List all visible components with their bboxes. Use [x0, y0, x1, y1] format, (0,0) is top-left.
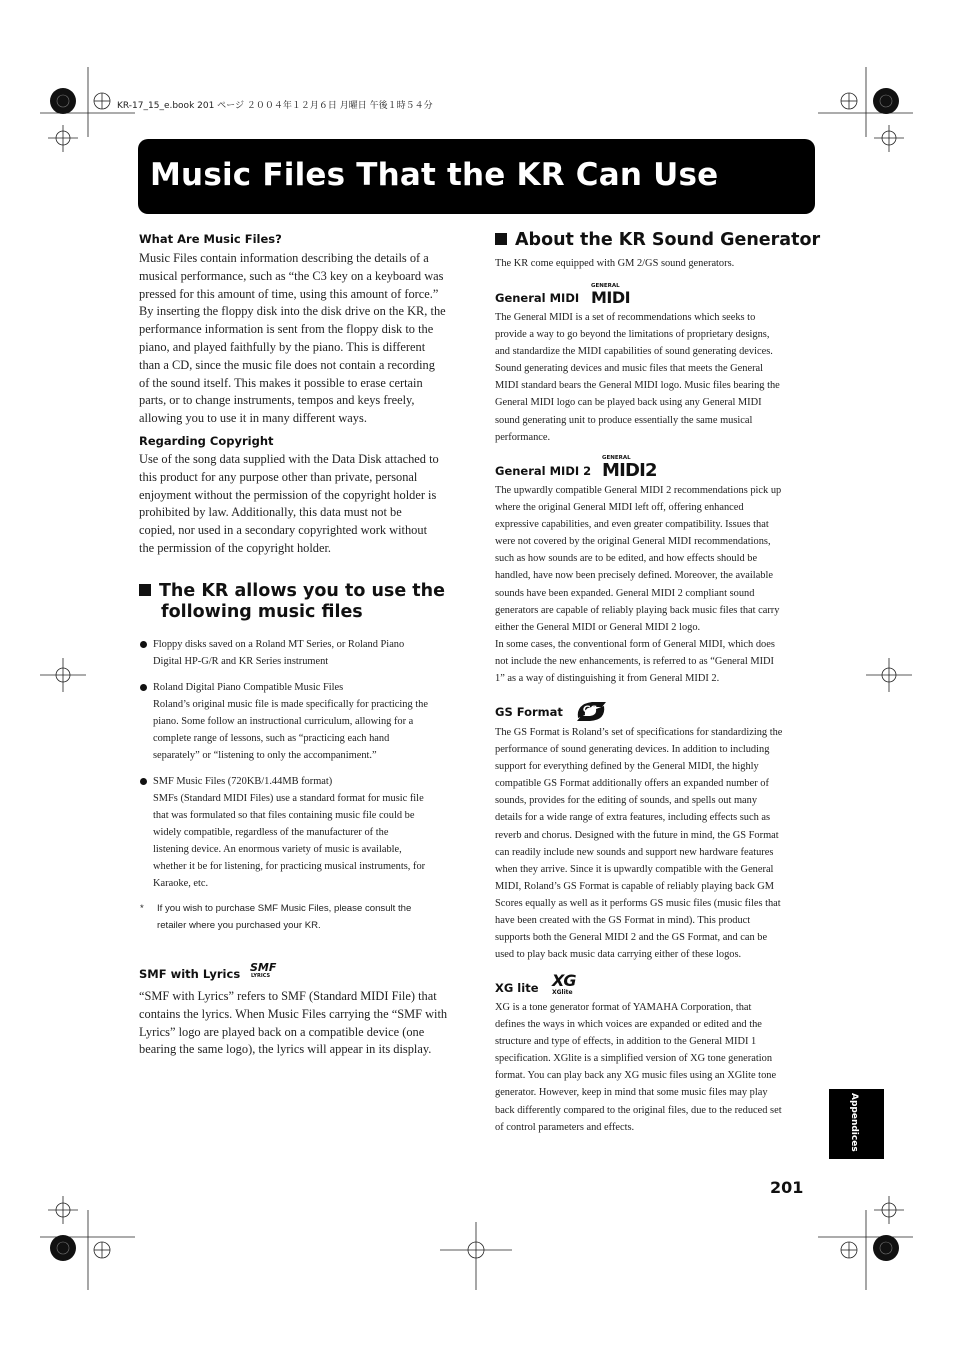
text-line: piano, and played faithfully by the piano. This is different [139, 339, 426, 354]
running-head: KR-17_15_e.book 201 ページ ２００４年１２月６日 月曜日 午後１時５４分 [117, 101, 433, 111]
what-body [139, 250, 469, 428]
text-line: than a CD, since the music file does not contain a recording [139, 357, 435, 372]
gm-logo-main: MIDI [591, 288, 631, 307]
text-line: Karaoke, etc. [153, 878, 209, 889]
text-line: can readily include new sounds and support new hardware features [495, 846, 774, 858]
square-bullet-icon [495, 233, 507, 245]
note-text [157, 900, 467, 934]
text-line: reverb and chorus. Designed with the future in mind, the GS Format [495, 829, 779, 841]
text-line: such as how sounds are to be edited, and how effects should be [495, 553, 758, 565]
xg-logo-sub: XGlite [552, 989, 573, 996]
text-line: pressed for this amount of time, using this amount of force.” [139, 286, 439, 301]
title-bar [138, 139, 815, 214]
text-line: of control parameters and effects. [495, 1121, 635, 1133]
text-line: If you wish to purchase SMF Music Files, please consult the [157, 903, 412, 914]
general-midi-logo [591, 283, 631, 307]
text-line: and standardize the MIDI capabilities of sound generating devices. [495, 346, 773, 358]
text-line: separately” or “listening to only the accompaniment.” [153, 750, 377, 761]
text-line: generator. However, keep in mind that some music files may play [495, 1087, 768, 1099]
text-line: the permission of the copyright holder. [139, 540, 332, 555]
square-bullet-icon [139, 584, 151, 596]
text-line: MIDI, Roland’s GS Format is capable of reliably playing back GM [495, 880, 775, 892]
section-title-line: The KR allows you to use the [159, 581, 445, 601]
text-line: The upwardly compatible General MIDI 2 recommendations pick up [495, 485, 782, 496]
gs-format-logo [574, 698, 608, 724]
text-line: MIDI standard bears the General MIDI logo. Music files bearing the [495, 380, 780, 392]
smf-body [139, 988, 469, 1059]
note-mark: * [140, 903, 144, 914]
page-title: Music Files That the KR Can Use [150, 157, 719, 193]
text-line: performance. [495, 431, 551, 443]
text-line: sounds have been expanded. General MIDI 2 compliant sound [495, 587, 755, 599]
smf-logo-text: SMF [250, 961, 277, 974]
text-line: Floppy disks saved on a Roland MT Series, or Roland Piano [153, 639, 405, 650]
text-line: performance information is sent from the floppy disk to the [139, 322, 434, 337]
intro-text: The KR come equipped with GM 2/GS sound generators. [495, 258, 735, 269]
text-line: Digital HP-G/R and KR Series instrument [153, 656, 329, 667]
gm2-body [495, 482, 820, 687]
smf-lyrics-logo [250, 962, 282, 984]
page-number: 201 [770, 1178, 804, 1197]
text-line: complete range of lessons, such as “practicing each hand [153, 733, 390, 744]
text-line: widely compatible, regardless of the manufacturer of the [153, 827, 389, 838]
text-line: compatible GS Format additionally offers an expanded number of [495, 778, 769, 790]
text-line: Use of the song data supplied with the Data Disk attached to [139, 452, 439, 466]
gm-logo-top: GENERAL [591, 283, 620, 289]
text-line: whether it be for listening, for practicing musical instruments, for [153, 861, 426, 872]
text-line: SMFs (Standard MIDI Files) use a standard format for music file [153, 793, 424, 804]
text-line: specification. XGlite is a simplified version of XG tone generation [495, 1053, 773, 1065]
text-line: when they arrive. Since it is upwardly compatible with the General [495, 863, 774, 875]
text-line: structure and type of effects, in addition to the General MIDI 1 [495, 1036, 757, 1048]
text-line: General MIDI logo can be played back using any General MIDI [495, 397, 762, 409]
text-line: contains the lyrics. When Music Files carrying the “SMF with [139, 1006, 448, 1021]
text-line: 1” as a way of distinguishing it from General MIDI 2. [495, 673, 720, 685]
text-line: Roland’s original music file is made specifically for practicing the [153, 699, 428, 710]
xg-logo-main: XG [552, 971, 576, 990]
text-line: piano. Some follow an instructional curriculum, allowing for a [153, 716, 414, 727]
gm2-logo-main: MIDI2 [602, 460, 657, 481]
smf-logo-sub: LYRICS [251, 973, 271, 979]
text-line: Sound generating devices and music files that meets the General [495, 363, 764, 375]
gm-body [495, 309, 820, 446]
gm2-logo-top: GENERAL [602, 455, 631, 461]
text-line: The GS Format is Roland’s set of specifications for standardizing the [495, 727, 783, 738]
section-title-text: About the KR Sound Generator [515, 230, 821, 250]
section-title-line: following music files [161, 602, 363, 622]
text-line: In some cases, the conventional form of General MIDI, which does [495, 638, 775, 650]
gm2-heading: General MIDI 2 [495, 464, 592, 478]
gs-logo-text: GS [583, 705, 597, 715]
text-line: were not covered by the original General MIDI recommendations, [495, 536, 771, 548]
text-line: support for everything defined by the General MIDI, the highly [495, 761, 759, 773]
text-line: listening device. An enormous variety of music is available, [153, 844, 402, 855]
text-line: retailer where you purchased your KR. [157, 920, 321, 931]
text-line: handled, have now been precisely defined. Moreover, the available [495, 570, 773, 582]
text-line: SMF Music Files (720KB/1.44MB format) [153, 776, 333, 787]
gs-heading: GS Format [495, 705, 563, 719]
what-heading: What Are Music Files? [139, 232, 282, 246]
text-line: XG is a tone generator format of YAMAHA Corporation, that [495, 1002, 752, 1013]
text-line: Roland Digital Piano Compatible Music Files [153, 682, 344, 693]
xg-lite-logo [552, 973, 586, 999]
text-line: back differently compared to the original files, due to the reduced set [495, 1104, 782, 1116]
bullet-item-1 [153, 636, 463, 670]
text-line: copied, nor used in a secondary copyrighted work without [139, 523, 428, 538]
text-line: either the General MIDI or General MIDI 2 logo. [495, 621, 701, 633]
section-title-files [139, 581, 469, 623]
text-line: Scores equally as well as it performs GS music files (music files that [495, 897, 781, 909]
text-line: sounds, provides for the editing of sounds, and spells out many [495, 795, 758, 807]
text-line: defines the ways in which voices are expanded or edited and the [495, 1019, 762, 1031]
bullet-icon [140, 641, 147, 648]
text-line: Lyrics” logo are played back on a compatible device (one [139, 1024, 425, 1039]
text-line: “SMF with Lyrics” refers to SMF (Standard MIDI File) that [139, 989, 437, 1003]
text-line: not include the new enhancements, is referred to as “General MIDI [495, 655, 774, 667]
text-line: enjoyment without the permission of the copyright holder is [139, 487, 437, 502]
text-line: provide a way to go beyond the limitations of proprietary designs, [495, 329, 770, 341]
bullet-icon [140, 778, 147, 785]
text-line: format. You can play back any XG music files using an XGlite tone [495, 1070, 777, 1082]
general-midi-2-logo [602, 455, 657, 481]
text-line: bearing the same logo), the lyrics will appear in its display. [139, 1042, 432, 1057]
text-line: generators are capable of reliably playing back music files that carry [495, 604, 780, 616]
smf-heading: SMF with Lyrics [139, 967, 241, 981]
gs-body [495, 724, 820, 963]
text-line: of the sound itself. This makes it possible to erase certain [139, 375, 423, 390]
section-title-sound-generator [495, 230, 820, 251]
text-line: expressive capabilities, and even greater compatibility. Issues that [495, 519, 769, 531]
text-line: sound generating unit to produce essentially the same musical [495, 414, 753, 426]
text-line: allowing you to use it in many different ways. [139, 411, 367, 426]
text-line: where the original General MIDI left off, offering enhanced [495, 502, 744, 514]
text-line: have been created with the GS Format in mind). This product [495, 915, 751, 927]
text-line: supports both the General MIDI 2 and the GS Format, and can be [495, 932, 768, 944]
gm-heading: General MIDI [495, 291, 580, 305]
appendices-tab-label: Appendices [849, 1093, 859, 1152]
text-line: performance of sound generating devices. In addition to including [495, 744, 770, 756]
text-line: prohibited by law. Additionally, this data must not be [139, 505, 402, 520]
xg-heading: XG lite [495, 981, 539, 995]
text-line: this product for any purpose other than private, personal [139, 469, 418, 484]
xg-body [495, 999, 820, 1136]
bullet-icon [140, 684, 147, 691]
copyright-heading: Regarding Copyright [139, 434, 274, 448]
text-line: By inserting the floppy disk into the disk drive on the KR, the [139, 304, 446, 319]
text-line: The General MIDI is a set of recommendations which seeks to [495, 312, 756, 323]
copyright-body [139, 451, 469, 558]
bullet-item-2 [153, 679, 463, 764]
text-line: parts, or to change instruments, tempos and keys freely, [139, 393, 415, 408]
text-line: musical performance, such as “the C3 key on a keyboard was [139, 268, 444, 283]
text-line: details for a wide range of extra features, including effects such as [495, 812, 771, 824]
text-line: Music Files contain information describing the details of a [139, 251, 429, 265]
text-line: used to play back music data carrying either of these logos. [495, 949, 742, 961]
appendices-tab [829, 1089, 884, 1159]
text-line: that was formulated so that files containing music file could be [153, 810, 415, 821]
bullet-item-3 [153, 773, 463, 892]
